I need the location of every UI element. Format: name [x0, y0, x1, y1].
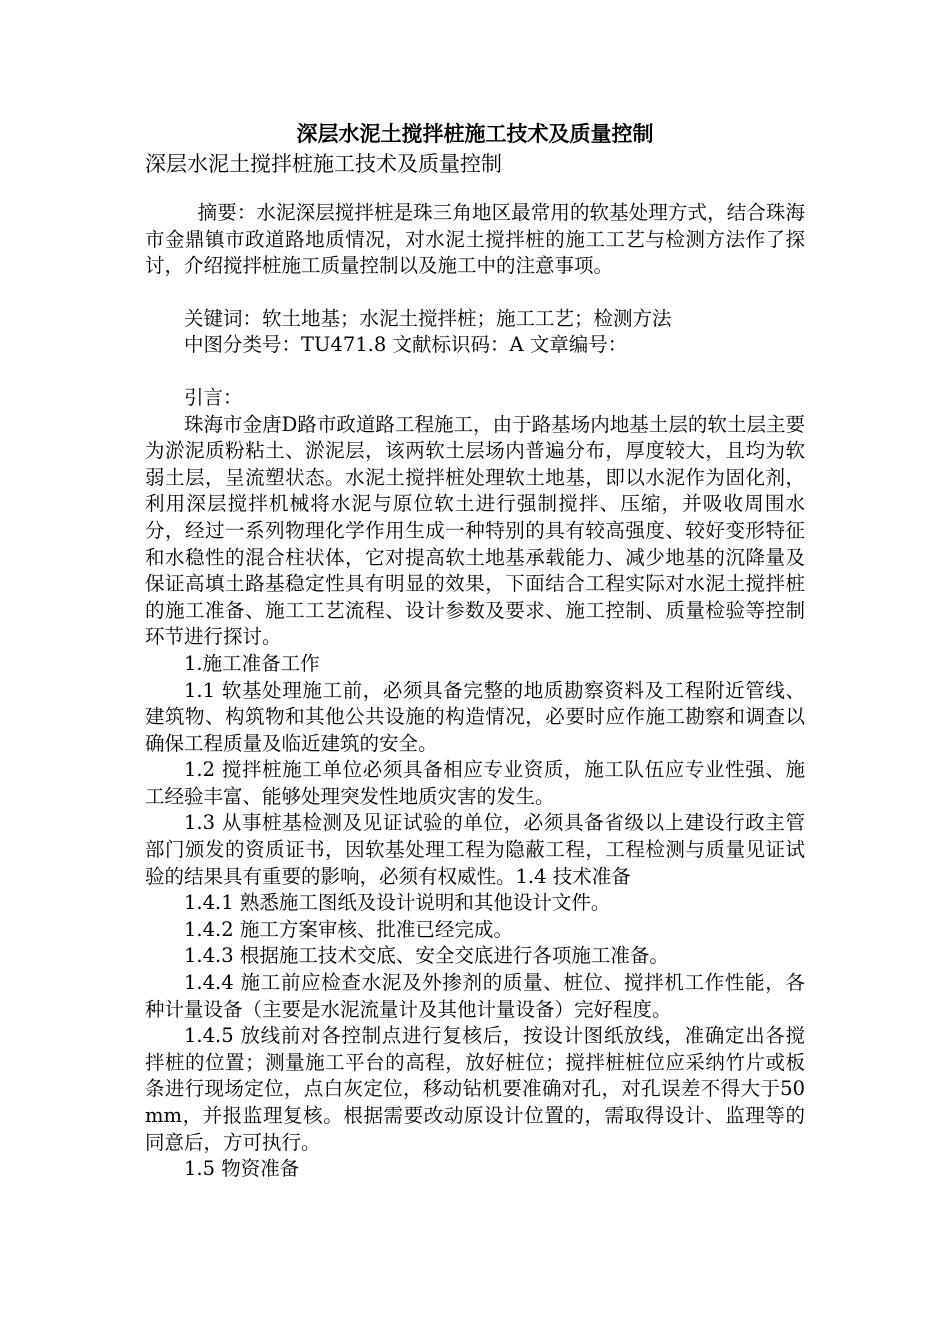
spacer: [145, 178, 805, 200]
intro-paragraph: 珠海市金唐D路市政道路工程施工，由于路基场内地基土层的软土层主要为淤泥质粉粘土、淤泥层，该两软土层场内普遍分布，厚度较大，且均为软弱土层，呈流塑状态。水泥土搅拌桩处理软土地基，即以水泥作为固化剂，利用深层搅拌机械将水泥与原位软土进行强制搅拌、压缩，并吸收周围水分，经过一系列物理化学作用生成一种特别的具有较高强度、较好变形特征和水稳性的混合柱状体，它对提高软土地基承载能力、减少地基的沉降量及保证高填土路基稳定性具有明显的效果，下面结合工程实际对水泥土搅拌桩的施工准备、施工工艺流程、设计参数及要求、施工控制、质量检验等控制环节进行探讨。: [145, 412, 805, 649]
paragraph-1-4-1: 1.4.1 熟悉施工图纸及设计说明和其他设计文件。: [184, 891, 611, 915]
document-title: 深层水泥土搅拌桩施工技术及质量控制: [296, 122, 654, 146]
classification-line: 中图分类号：TU471.8 文献标识码：A 文章编号：: [184, 333, 628, 357]
document-subtitle: 深层水泥土搅拌桩施工技术及质量控制: [145, 152, 502, 176]
keywords-line: 关键词：软土地基；水泥土搅拌桩；施工工艺；检测方法: [184, 306, 672, 330]
paragraph-1-4-3: 1.4.3 根据施工技术交底、安全交底进行各项施工准备。: [184, 944, 669, 968]
paragraph-1-4-5: 1.4.5 放线前对各控制点进行复核后，按设计图纸放线，准确定出各搅拌桩的位置；测量施工平台的高程，放好桩位；搅拌桩桩位应采纳竹片或板条进行现场定位，点白灰定位，移动钻机要准确对孔，对孔误差不得大于50mm，并报监理复核。根据需要改动原设计位置的，需取得设计、监理等的同意后，方可执行。: [145, 1024, 805, 1154]
paragraph-1-5: 1.5 物资准备: [184, 1157, 300, 1181]
document-page: [145, 118, 805, 1183]
abstract-paragraph: 摘要：水泥深层搅拌桩是珠三角地区最常用的软基处理方式，结合珠海市金鼎镇市政道路地质情况，对水泥土搅拌桩的施工工艺与检测方法作了探讨，介绍搅拌桩施工质量控制以及施工中的注意事项。: [145, 201, 805, 278]
paragraph-1-3: 1.3 从事桩基检测及见证试验的单位，必须具备省级以上建设行政主管部门颁发的资质证书，因软基处理工程为隐蔽工程，工程检测与质量见证试验的结果具有重要的影响，必须有权威性。1.4 技术准备: [145, 811, 805, 888]
paragraph-1-4-2: 1.4.2 施工方案审核、批准已经完成。: [184, 917, 513, 941]
spacer: [145, 280, 805, 306]
section-heading: 1.施工准备工作: [184, 651, 320, 675]
paragraph-1-1: 1.1 软基处理施工前，必须具备完整的地质勘察资料及工程附近管线、建筑物、构筑物和其他公共设施的构造情况，必要时应作施工勘察和调查以确保工程质量及临近建筑的安全。: [145, 678, 805, 755]
spacer: [145, 359, 805, 385]
paragraph-1-2: 1.2 搅拌桩施工单位必须具备相应专业资质，施工队伍应专业性强、施工经验丰富、能够处理突发性地质灾害的发生。: [145, 758, 805, 808]
intro-heading: 引言：: [184, 385, 243, 409]
paragraph-1-4-4: 1.4.4 施工前应检查水泥及外掺剂的质量、桩位、搅拌机工作性能，各种计量设备（主要是水泥流量计及其他计量设备）完好程度。: [145, 971, 805, 1021]
